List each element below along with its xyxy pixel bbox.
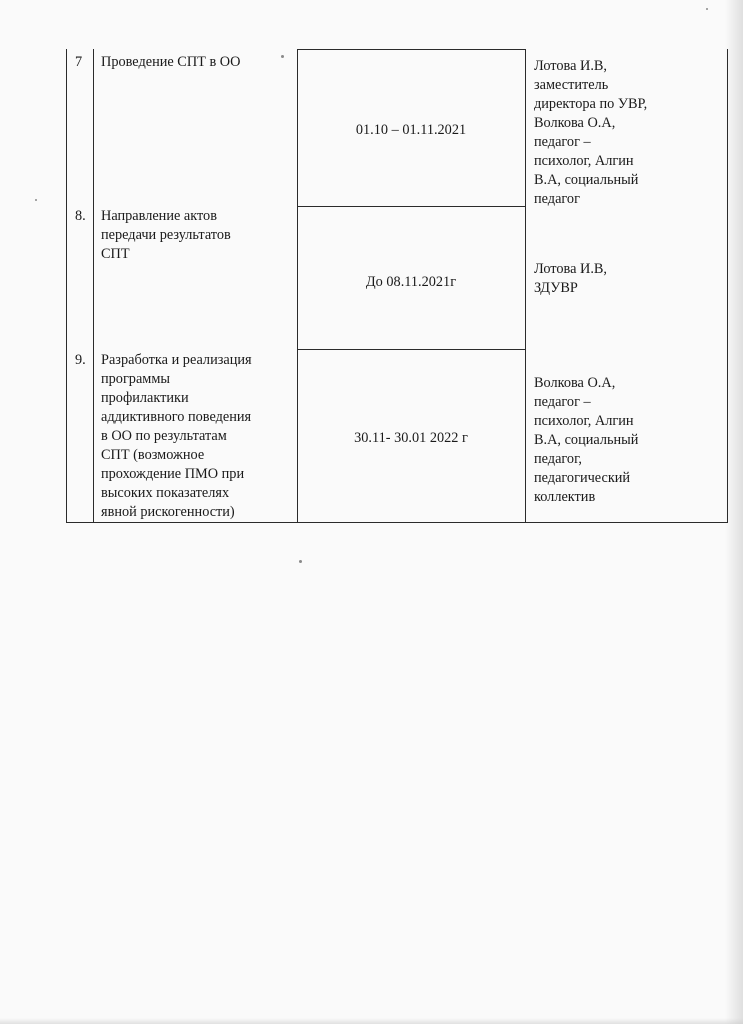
task-text: Проведение СПТ в ОО: [101, 54, 241, 70]
responsible-text: Лотова И.В, заместитель директора по УВР, Волкова О.А, педагог – психолог, Алгин В.А, социальный педагог: [534, 58, 648, 207]
scan-speck: [281, 55, 284, 58]
row-number: 9.: [75, 352, 86, 368]
scan-speck: [299, 560, 302, 563]
task-text: Разработка и реализация программы профилактики аддиктивного поведения в ОО по результатам СПТ (возможное прохождение ПМО при высоких показателях явной рискогенности): [101, 352, 252, 520]
responsible-text: Волкова О.А, педагог – психолог, Алгин В.А, социальный педагог, педагогический коллектив: [534, 375, 639, 505]
responsible-text: Лотова И.В, ЗДУВР: [534, 261, 607, 296]
date-range: До 08.11.2021г: [365, 274, 457, 290]
schedule-table: [66, 49, 728, 523]
scan-bottom-edge: [0, 1018, 743, 1024]
table-border-left: [66, 49, 67, 523]
row-number: 8.: [75, 208, 86, 224]
row-divider: [297, 49, 526, 50]
task-text: Направление актов передачи результатов СПТ: [101, 208, 231, 262]
date-range: 01.10 – 01.11.2021: [355, 122, 467, 138]
scan-speck: [706, 8, 708, 10]
scan-speck: [35, 199, 37, 201]
column-divider: [525, 49, 526, 523]
column-divider: [93, 49, 94, 523]
row-divider: [297, 206, 526, 207]
date-range: 30.11- 30.01 2022 г: [354, 430, 468, 446]
row-number: 7: [75, 54, 83, 70]
row-divider: [297, 349, 526, 350]
table-border-right: [727, 49, 728, 523]
table-border-bottom: [66, 522, 728, 523]
